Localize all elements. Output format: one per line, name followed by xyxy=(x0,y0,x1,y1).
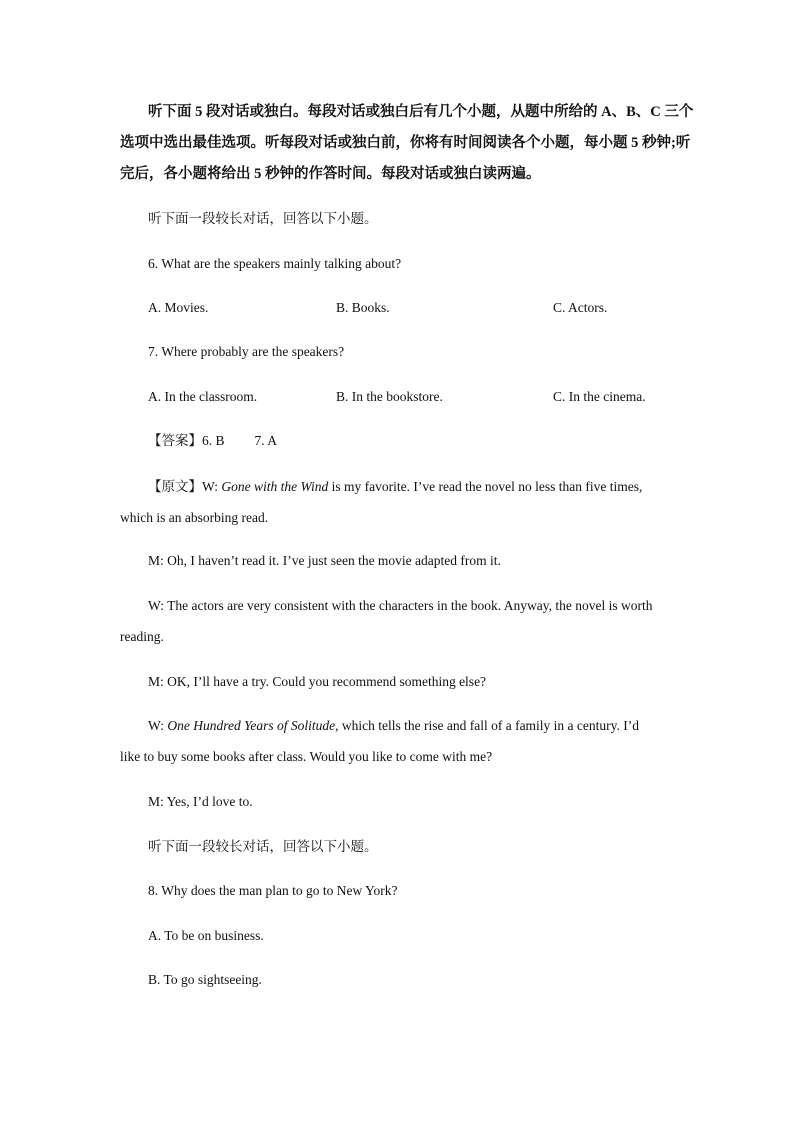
transcript-label: 【原文】 xyxy=(148,479,202,494)
answer-label: 【答案】 xyxy=(148,433,202,448)
transcript-text: , which tells the rise and fall of a family in a century. I’d xyxy=(335,718,640,733)
question-6: 6. What are the speakers mainly talking about? xyxy=(148,256,402,271)
question-7: 7. Where probably are the speakers? xyxy=(148,344,345,359)
transcript-w1-line-1 xyxy=(148,477,642,497)
q6-option-b: B. Books. xyxy=(336,300,390,315)
speaker-w: W: xyxy=(148,718,168,733)
q6-option-c: C. Actors. xyxy=(553,300,608,315)
transcript-w2-line-1: W: The actors are very consistent with the characters in the book. Anyway, the novel is worth xyxy=(148,598,653,613)
transcript-w2-line-2: reading. xyxy=(120,629,164,644)
transcript-m1: M: Oh, I haven’t read it. I’ve just seen the movie adapted from it. xyxy=(148,553,501,568)
answer-7: 7. A xyxy=(254,433,278,448)
q6-option-a: A. Movies. xyxy=(148,300,209,315)
transcript-text: is my favorite. I’ve read the novel no less than five times, xyxy=(328,479,643,494)
book-title: One Hundred Years of Solitude xyxy=(167,718,336,733)
q8-option-a: A. To be on business. xyxy=(148,928,264,943)
section-heading: 听下面一段较长对话，回答以下小题。 xyxy=(148,211,378,226)
instructions-line-1: 听下面 5 段对话或独白。每段对话或独白后有几个小题，从题中所给的 A、B、C 三个 xyxy=(148,104,694,120)
book-title: Gone with the Wind xyxy=(221,479,329,494)
transcript-w1-line-2: which is an absorbing read. xyxy=(120,510,269,525)
q7-option-a: A. In the classroom. xyxy=(148,389,258,404)
transcript-m2: M: OK, I’ll have a try. Could you recommend something else? xyxy=(148,674,487,689)
q8-option-b: B. To go sightseeing. xyxy=(148,972,262,987)
question-8: 8. Why does the man plan to go to New York? xyxy=(148,883,398,898)
answer-6: 6. B xyxy=(202,433,225,448)
instructions-line-3: 完后，各小题将给出 5 秒钟的作答时间。每段对话或独白读两遍。 xyxy=(120,166,541,182)
q7-option-c: C. In the cinema. xyxy=(553,389,646,404)
transcript-m3: M: Yes, I’d love to. xyxy=(148,794,253,809)
q7-option-b: B. In the bookstore. xyxy=(336,389,443,404)
transcript-w3-line-2: like to buy some books after class. Would you like to come with me? xyxy=(120,749,493,764)
transcript-w3-line-1 xyxy=(148,716,639,736)
answer-line xyxy=(148,431,277,451)
instructions-line-2: 选项中选出最佳选项。听每段对话或独白前，你将有时间阅读各个小题，每小题 5 秒钟;听 xyxy=(120,135,691,151)
section-heading: 听下面一段较长对话，回答以下小题。 xyxy=(148,839,378,854)
speaker-w: W: xyxy=(202,479,222,494)
